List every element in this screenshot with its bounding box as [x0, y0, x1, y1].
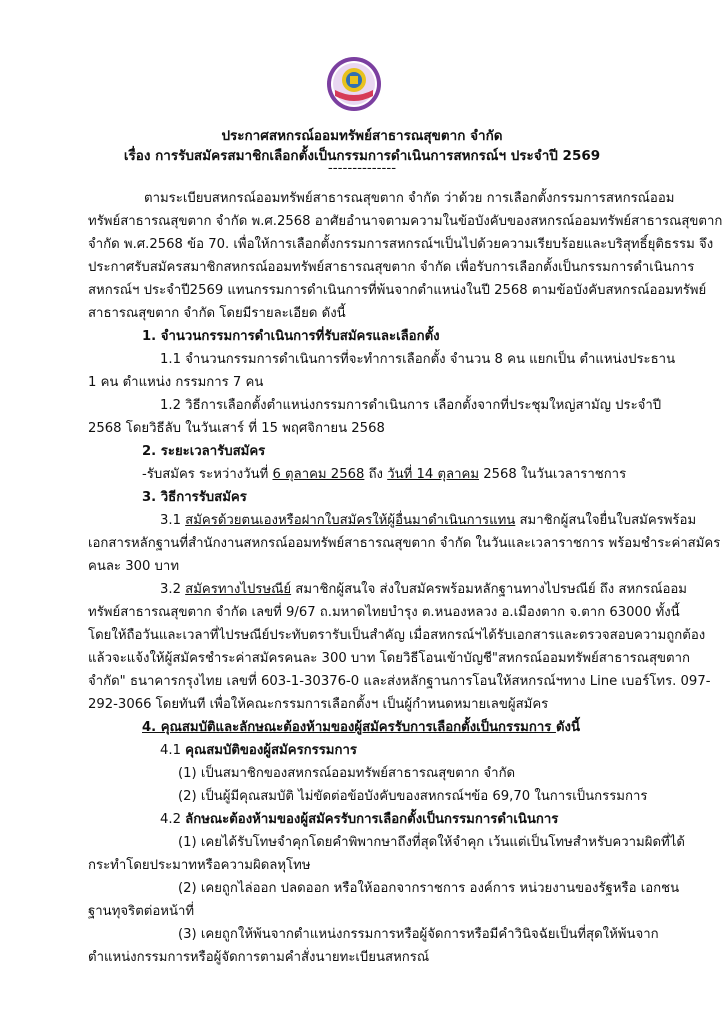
section-4-2-title: ลักษณะต้องห้ามของผู้สมัครรับการเลือกตั้งเป็นกรรมการดำเนินการ: [185, 812, 559, 827]
period-middle: ถึง: [364, 467, 388, 482]
prohibition-3-line-1: (3) เคยถูกให้พ้นจากตำแหน่งกรรมการหรือผู้จัดการหรือมีคำวินิจฉัยเป็นที่สุดให้พ้นจาก: [178, 927, 659, 942]
section-4-heading-tail: ดังนี้: [555, 720, 580, 735]
section-1-2-line-1: 1.2 วิธีการเลือกตั้งตำแหน่งกรรมการดำเนินการ เลือกตั้งจากที่ประชุมใหญ่สามัญ ประจำปี: [160, 398, 662, 413]
section-3-2-line-4: แล้วจะแจ้งให้ผู้สมัครชำระค่าสมัครคนละ 300 บาท โดยวิธีโอนเข้าบัญชี"สหกรณ์ออมทรัพย์สาธารณสุขตาก: [88, 651, 690, 666]
prohibition-2-line-2: ฐานทุจริตต่อหน้าที่: [88, 904, 195, 919]
intro-line-6: สาธารณสุขตาก จำกัด โดยมีรายละเอียด ดังนี้: [88, 306, 346, 321]
period-end-date: วันที่ 14 ตุลาคม: [387, 467, 480, 482]
section-3-2-line-3: โดยให้ถือวันและเวลาที่ไปรษณีย์ประทับตรารับเป็นสำคัญ เมื่อสหกรณ์ฯได้รับเอกสารและตรวจสอบความถูกต้อง: [88, 628, 706, 643]
section-1-2-line-2: 2568 โดยวิธีลับ ในวันเสาร์ ที่ 15 พฤศจิกายน 2568: [88, 421, 385, 436]
section-3-heading: 3. วิธีการรับสมัคร: [142, 490, 247, 505]
intro-line-1: ตามระเบียบสหกรณ์ออมทรัพย์สาธารณสุขตาก จำกัด ว่าด้วย การเลือกตั้งกรรมการสหกรณ์ออม: [144, 191, 675, 206]
section-4-1-heading: [160, 742, 357, 760]
section-2-period: [142, 466, 626, 484]
prohibition-1-line-1: (1) เคยได้รับโทษจำคุกโดยคำพิพากษาถึงที่สุดให้จำคุก เว้นแต่เป็นโทษสำหรับความผิดที่ได้: [178, 835, 685, 850]
qualification-2: (2) เป็นผู้มีคุณสมบัติ ไม่ขัดต่อข้อบังคับของสหกรณ์ฯข้อ 69,70 ในการเป็นกรรมการ: [178, 789, 648, 804]
section-1-1-line-2: 1 คน ตำแหน่ง กรรมการ 7 คน: [88, 375, 264, 390]
section-4-2-heading: [160, 811, 558, 829]
announcement-subject: เรื่อง การรับสมัครสมาชิกเลือกตั้งเป็นกรรมการดำเนินการสหกรณ์ฯ ประจำปี 2569: [123, 148, 601, 164]
section-3-1-method: สมัครด้วยตนเองหรือฝากใบสมัครให้ผู้อื่นมาดำเนินการแทน: [185, 513, 516, 528]
section-2-heading: 2. ระยะเวลารับสมัคร: [142, 444, 266, 459]
section-3-2-number: 3.2: [160, 582, 186, 597]
period-suffix: 2568 ในวันเวลาราชการ: [479, 467, 627, 482]
section-3-2-line-2: ทรัพย์สาธารณสุขตาก จำกัด เลขที่ 9/67 ถ.มหาดไทยบำรุง ต.หนองหลวง อ.เมืองตาก จ.ตาก 63000 ทั้งนี้: [88, 605, 680, 620]
section-3-2-line-1: [160, 581, 687, 599]
title-separator: --------------: [327, 160, 397, 176]
period-prefix: -รับสมัคร ระหว่างวันที่: [142, 467, 273, 482]
prohibition-3-line-2: ตำแหน่งกรรมการหรือผู้จัดการตามคำสั่งนายทะเบียนสหกรณ์: [88, 950, 430, 965]
section-3-2-line-6: 292-3066 โดยทันที เพื่อให้คณะกรรมการเลือกตั้งฯ เป็นผู้กำหนดหมายเลขผู้สมัคร: [88, 697, 549, 712]
section-4-heading-main: 4. คุณสมบัติและลักษณะต้องห้ามของผู้สมัครรับการเลือกตั้งเป็นกรรมการ: [142, 720, 556, 735]
section-1-1-line-1: 1.1 จำนวนกรรมการดำเนินการที่จะทำการเลือกตั้ง จำนวน 8 คน แยกเป็น ตำแหน่งประธาน: [160, 352, 676, 367]
section-3-1-text: สมาชิกผู้สนใจยื่นใบสมัครพร้อม: [515, 513, 697, 528]
prohibition-2-line-1: (2) เคยถูกไล่ออก ปลดออก หรือให้ออกจากราชการ องค์การ หน่วยงานของรัฐหรือ เอกชน: [178, 881, 680, 896]
section-3-1-number: 3.1: [160, 513, 186, 528]
section-4-2-number: 4.2: [160, 812, 186, 827]
section-4-1-number: 4.1: [160, 743, 186, 758]
prohibition-1-line-2: กระทำโดยประมาทหรือความผิดลหุโทษ: [88, 858, 311, 873]
section-3-1-line-1: [160, 512, 696, 530]
section-3-1-line-3: คนละ 300 บาท: [88, 559, 180, 574]
section-3-2-method: สมัครทางไปรษณีย์: [185, 582, 292, 597]
intro-line-4: ประกาศรับสมัครสมาชิกสหกรณ์ออมทรัพย์สาธารณสุขตาก จำกัด เพื่อรับการเลือกตั้งเป็นกรรมการดำเนินการ: [88, 260, 695, 275]
intro-line-2: ทรัพย์สาธารณสุขตาก จำกัด พ.ศ.2568 อาศัยอำนาจตามความในข้อบังคับของสหกรณ์ออมทรัพย์สาธารณสุขตาก: [88, 214, 723, 229]
section-3-1-line-2: เอกสารหลักฐานที่สำนักงานสหกรณ์ออมทรัพย์สาธารณสุขตาก จำกัด ในวันและเวลาราชการ พร้อมชำระค่าสมัคร: [88, 536, 721, 551]
section-4-heading: [142, 719, 580, 737]
qualification-1: (1) เป็นสมาชิกของสหกรณ์ออมทรัพย์สาธารณสุขตาก จำกัด: [178, 766, 516, 781]
section-3-2-line-5: จำกัด" ธนาคารกรุงไทย เลขที่ 603-1-30376-0 และส่งหลักฐานการโอนให้สหกรณ์ฯทาง Line เบอร์โทร. 097-: [88, 674, 711, 689]
announcement-title: ประกาศสหกรณ์ออมทรัพย์สาธารณสุขตาก จำกัด: [221, 128, 503, 144]
section-4-1-title: คุณสมบัติของผู้สมัครกรรมการ: [185, 743, 357, 758]
section-1-heading: 1. จำนวนกรรมการดำเนินการที่รับสมัครและเลือกตั้ง: [142, 329, 440, 344]
intro-line-3: จำกัด พ.ศ.2568 ข้อ 70. เพื่อให้การเลือกตั้งกรรมการสหกรณ์ฯเป็นไปด้วยความเรียบร้อยและบริสุทธิ์ยุติธรรม จึง: [88, 237, 714, 252]
intro-line-5: สหกรณ์ฯ ประจำปี2569 แทนกรรมการดำเนินการที่พ้นจากตำแหน่งในปี 2568 ตามข้อบังคับสหกรณ์ออมทรัพย์: [88, 283, 707, 298]
cooperative-logo: [326, 56, 382, 112]
period-start-date: 6 ตุลาคม 2568: [272, 467, 365, 482]
section-3-2-text: สมาชิกผู้สนใจ ส่งใบสมัครพร้อมหลักฐานทางไปรษณีย์ ถึง สหกรณ์ออม: [291, 582, 687, 597]
